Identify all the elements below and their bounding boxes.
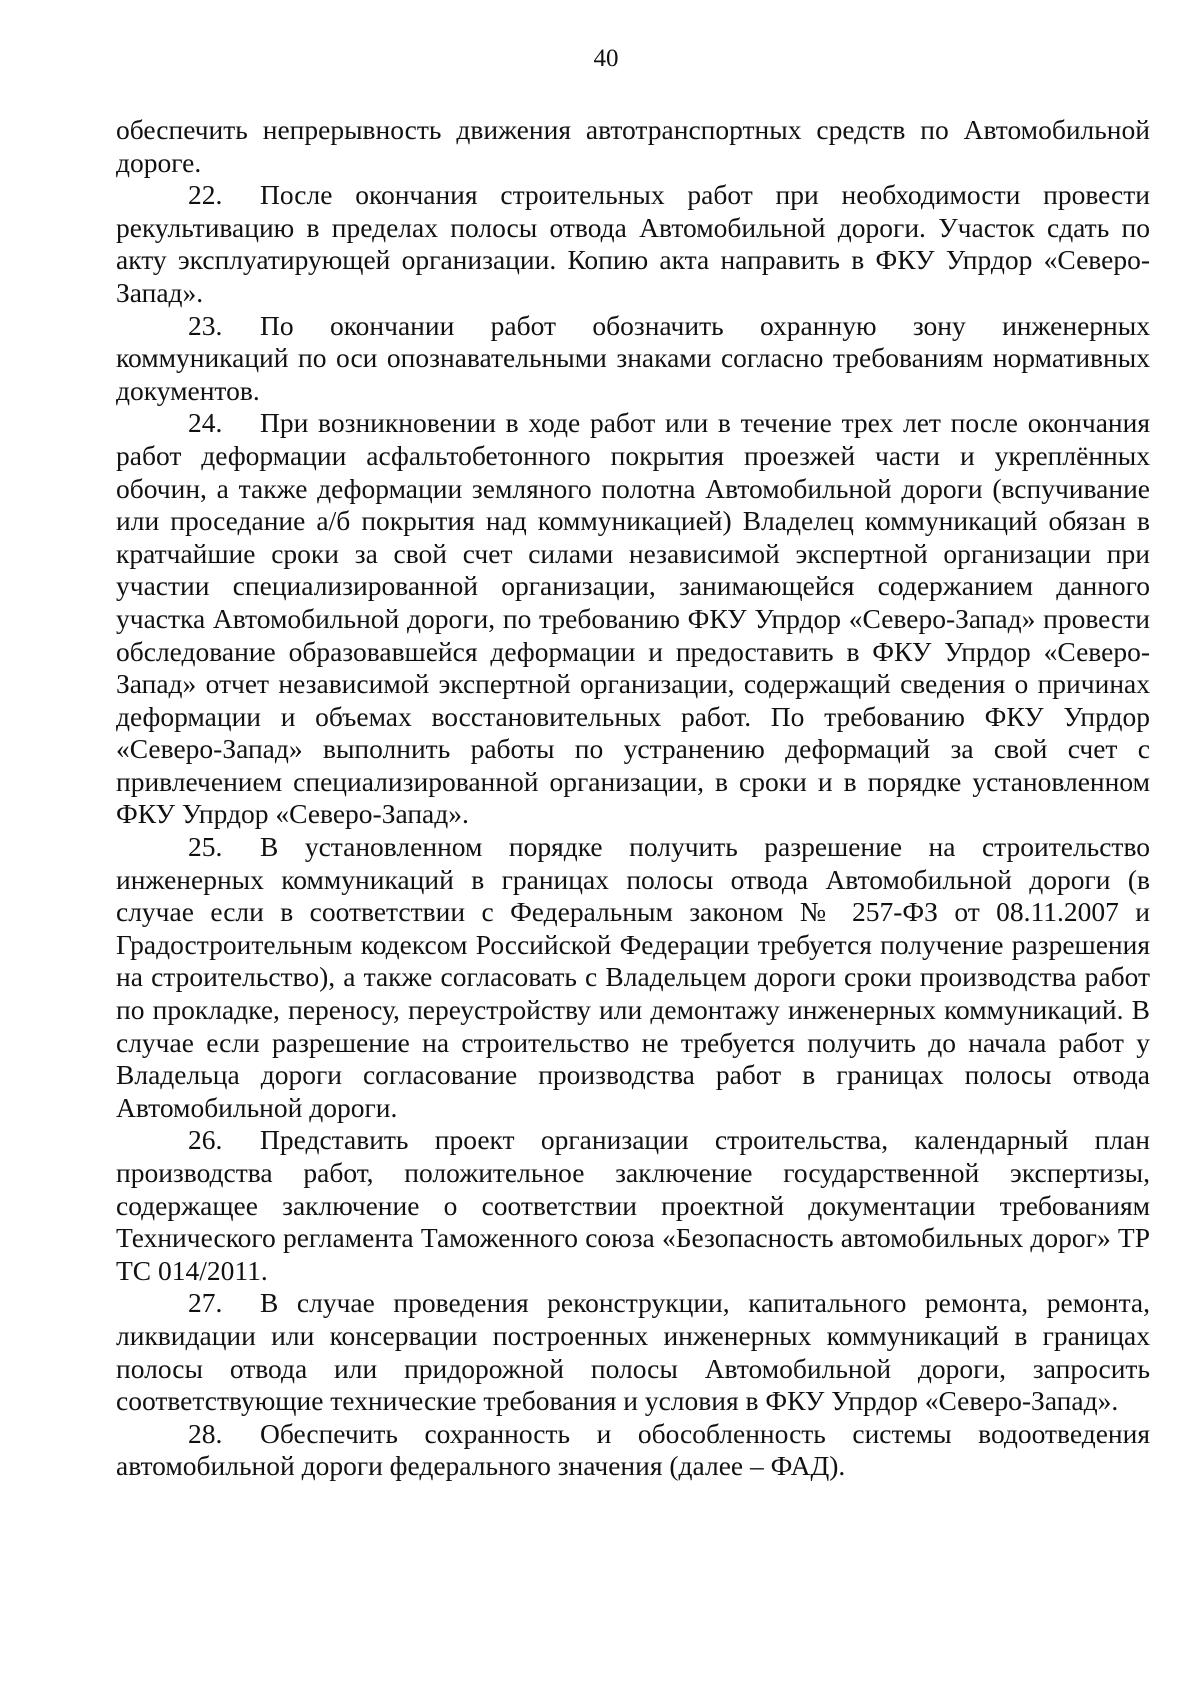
item-text: После окончания строительных работ при необходимости провести рекультивацию в пределах полосы отвода Автомобильной дороги. Участок сдать по акту эксплуатирующей организации. Копию акта направить в ФКУ Упрдор «Северо-Запад». — [116, 179, 1150, 308]
item-number: 24. — [188, 407, 223, 439]
paragraph-item-26 — [116, 1124, 1150, 1287]
paragraph-item-25 — [116, 831, 1150, 1124]
paragraph-item-28 — [116, 1418, 1150, 1483]
item-text: По окончании работ обозначить охранную зону инженерных коммуникаций по оси опознавательными знаками согласно требованиям нормативных документов. — [116, 309, 1150, 406]
paragraph-intro: обеспечить непрерывность движения автотранспортных средств по Автомобильной дороге. — [116, 114, 1150, 178]
item-text: Представить проект организации строительства, календарный план производства работ, положительное заключение государственной экспертизы, содержащее заключение о соответствии проектной документации требованиям Технического регламента Таможенного союза «Безопасность автомобильных дорог» ТР ТС 014/2011. — [116, 1124, 1150, 1286]
page-number: 40 — [593, 45, 619, 72]
item-number: 28. — [188, 1417, 223, 1449]
item-number: 22. — [188, 179, 223, 211]
item-text: В установленном порядке получить разрешение на строительство инженерных коммуникаций в границах полосы отвода Автомобильной дороги (в случае если в соответствии с Федеральным законом № 257-ФЗ от 08.11.2007 и Градостроительным кодексом Российской Федерации требуется получение разрешения на строительство), а также согласовать с Владельцем дороги сроки производства работ по прокладке, переносу, переустройству или демонтажу инженерных коммуникаций. В случае если разрешение на строительство не требуется получить до начала работ у Владельца дороги согласование производства работ в границах полосы отвода Автомобильной дороги. — [116, 831, 1150, 1123]
paragraph-item-22 — [116, 179, 1150, 309]
paragraph-item-24 — [116, 407, 1150, 831]
paragraph-item-23 — [116, 310, 1150, 408]
item-text: Обеспечить сохранность и обособленность системы водоотведения автомобильной дороги федерального значения (далее – ФАД). — [116, 1417, 1150, 1482]
item-text: При возникновении в ходе работ или в течение трех лет после окончания работ деформации асфальтобетонного покрытия проезжей части и укреплённых обочин, а также деформации земляного полотна Автомобильной дороги (вспучивание или проседание а/б покрытия над коммуникацией) Владелец коммуникаций обязан в кратчайшие сроки за свой счет силами независимой экспертной организации при участии специализированной организации, занимающейся содержанием данного участка Автомобильной дороги, по требованию ФКУ Упрдор «Северо-Запад» провести обследование образовавшейся деформации и предоставить в ФКУ Упрдор «Северо-Запад» отчет независимой экспертной организации, содержащий сведения о причинах деформации и объемах восстановительных работ. По требованию ФКУ Упрдор «Северо-Запад» выполнить работы по устранению деформаций за свой счет с привлечением специализированной организации, в сроки и в порядке установленном ФКУ Упрдор «Северо-Запад». — [116, 407, 1150, 830]
item-number: 26. — [188, 1124, 223, 1156]
item-number: 23. — [188, 309, 223, 341]
document-body — [116, 114, 1150, 1483]
paragraph-item-27 — [116, 1287, 1150, 1417]
item-number: 27. — [188, 1287, 223, 1319]
item-text: В случае проведения реконструкции, капитального ремонта, ремонта, ликвидации или консервации построенных инженерных коммуникаций в границах полосы отвода или придорожной полосы Автомобильной дороги, запросить соответствующие технические требования и условия в ФКУ Упрдор «Северо-Запад». — [116, 1287, 1150, 1417]
item-number: 25. — [188, 831, 223, 863]
